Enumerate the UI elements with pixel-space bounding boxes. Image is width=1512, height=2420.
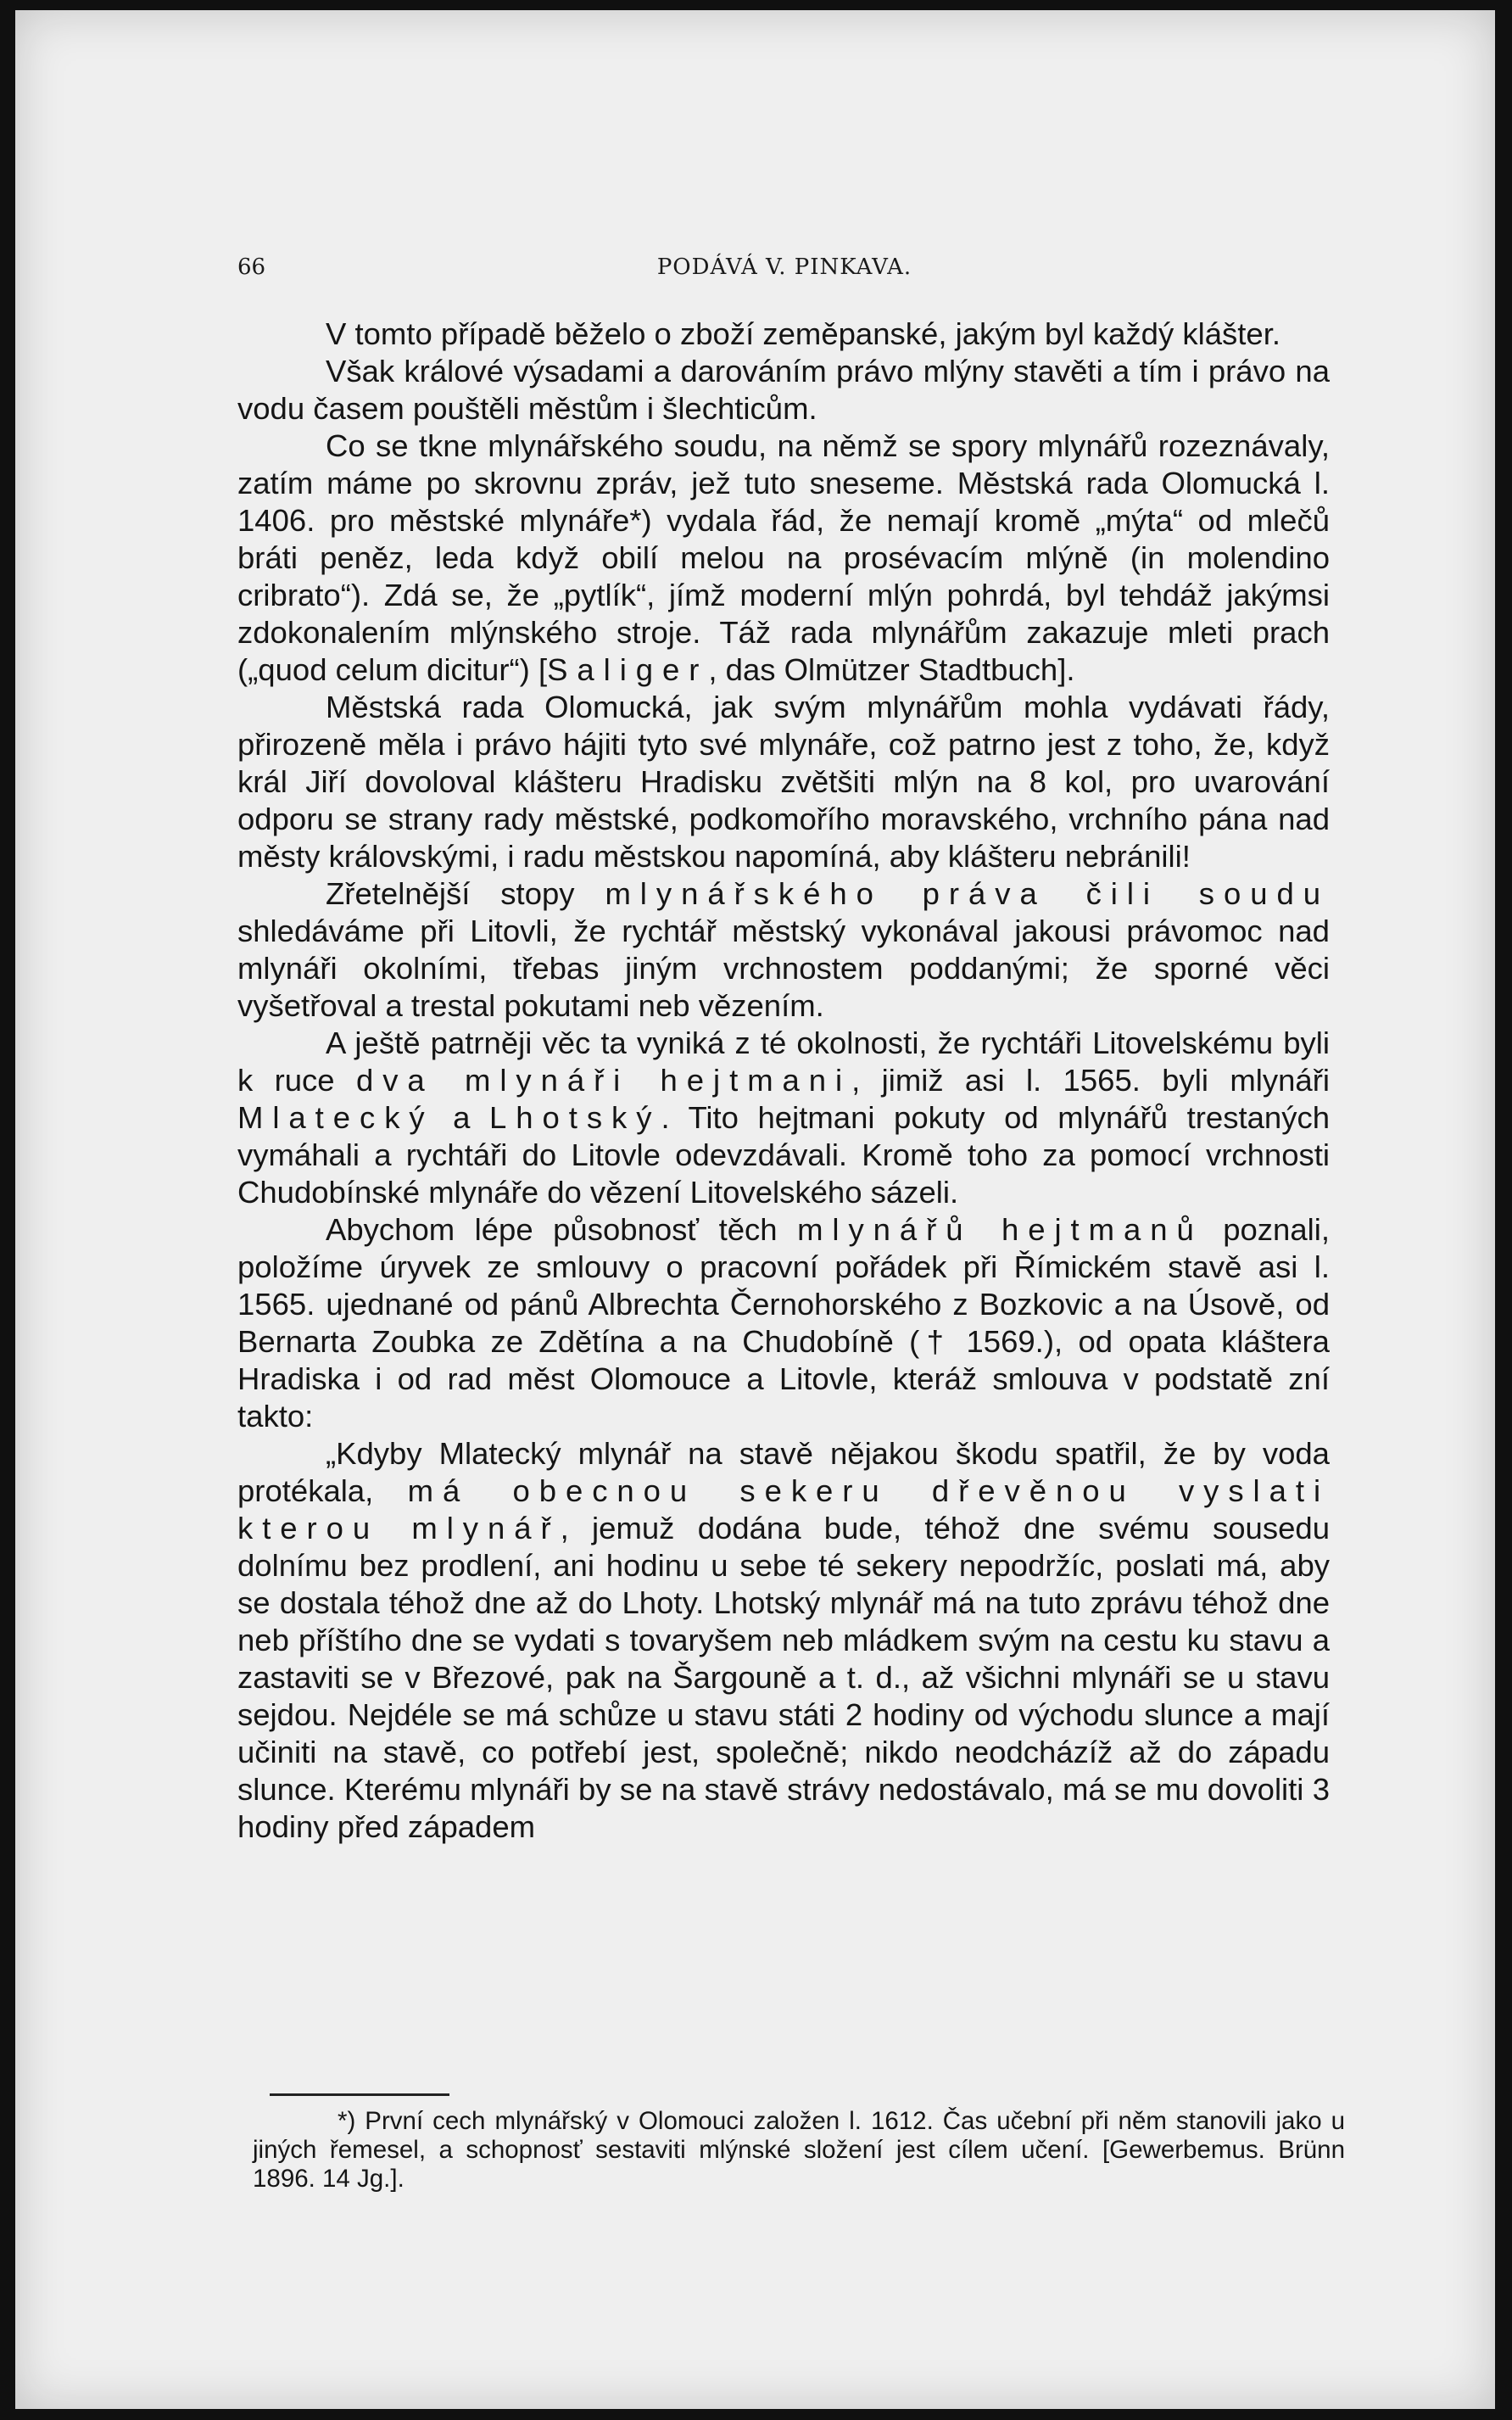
page-header bbox=[237, 249, 1331, 288]
text-run: „Kdyby Mlatecký mlynář na stavě nějakou škodu spatřil, že by voda protékala, bbox=[237, 1436, 1330, 1508]
spaced-emphasis-text: mlynářů hejtmanů bbox=[797, 1212, 1203, 1247]
paragraph bbox=[237, 316, 1330, 353]
running-head: PODÁVÁ V. PINKAVA. bbox=[656, 254, 912, 280]
paragraph bbox=[237, 875, 1330, 1025]
paragraph bbox=[237, 353, 1330, 428]
footnote bbox=[253, 2107, 1345, 2194]
text-run: Co se tkne mlynářského soudu, na němž se spory mlynářů rozeznávaly, zatím máme po skrovnu zpráv, jež tuto sneseme. Městská rada Olomucká l. 1406. pro městské mlynáře*) vydala řád, že nemají kromě „mýta“ od mlečů bráti peněz, leda když obilí melou na prosévacím mlýně (in molendino cribrato“). Zdá se, že „pytlík“, jímž moderní mlýn pohrdá, byl tehdáž jakýmsi zdokonalením mlýnského stroje. Táž rada mlynářům zakazuje mleti prach („quod celum dicitur“) [ bbox=[237, 428, 1330, 687]
paragraph bbox=[237, 428, 1330, 689]
spaced-emphasis-text: Mlatecký bbox=[237, 1100, 434, 1135]
paragraph bbox=[237, 1025, 1330, 1211]
paragraph bbox=[237, 1211, 1330, 1435]
text-run: Však králové výsadami a darováním právo mlýny stavěti a tím i právo na vodu časem pouštěli městům i šlechticům. bbox=[237, 354, 1330, 426]
body-text bbox=[237, 316, 1330, 1846]
page-number: 66 bbox=[237, 254, 266, 280]
text-run: Městská rada Olomucká, jak svým mlynářům mohla vydávati řády, přirozeně měla i právo hájiti tyto své mlynáře, což patrno jest z toho, že, když král Jiří dovoloval klášteru Hradisku zvětšiti mlýn na 8 kol, pro uvarování odporu se strany rady městské, podkomořího moravského, vrchního pána nad městy královskými, i radu městskou napomíná, aby klášteru nebránili! bbox=[237, 690, 1330, 874]
text-run: , das Olmützer Stadtbuch]. bbox=[708, 652, 1075, 687]
spaced-emphasis-text: dva mlynáři hejtmani bbox=[355, 1063, 852, 1098]
paragraph bbox=[237, 1435, 1330, 1846]
text-run: , jemuž dodána bude, téhož dne svému sousedu dolnímu bez prodlení, ani hodinu u sebe té sekery nepodržíc, poslati má, aby se dostala téhož dne až do Lhoty. Lhotský mlynář má na tuto zprávu téhož dne neb příštího dne se vydati s tovaryšem neb mládkem svým na cestu ku stavu a zastaviti se v Březové, pak na Šargouně a t. d., až všichni mlynáři se u stavu sejdou. Nejdéle se má schůze u stavu státi 2 hodiny od východu slunce a mají učiniti na stavě, co potřebí jest, společně; nikdo neodcházíž až do západu slunce. Kterému mlynáři by se na stavě strávy nedostávalo, má se mu dovoliti 3 hodiny před západem bbox=[237, 1511, 1330, 1844]
text-run: , jimiž asi l. 1565. byli mlynáři bbox=[851, 1063, 1330, 1098]
paragraph bbox=[237, 689, 1330, 875]
text-run: V tomto případě běželo o zboží zeměpanské, jakým byl každý klášter. bbox=[326, 316, 1280, 351]
text-run: A ještě patrněji věc ta vyniká z té okolnosti, že rychtáři Litovelskému byli k ruce bbox=[237, 1026, 1330, 1098]
text-run: Zřetelnější stopy bbox=[326, 876, 605, 911]
text-run: . Tito hejtmani pokuty od mlynářů trestaných vymáhali a rychtáři do Litovle odevzdávali. Kromě toho za pomocí vrchnosti Chudobínské mlynáře do vězení Litovelského sázeli. bbox=[237, 1100, 1330, 1210]
text-run: poznali, položíme úryvek ze smlouvy o pracovní pořádek při Římickém stavě asi l. 1565. ujednané od pánů Albrechta Černohorského z Bozkovic a na Úsově, od Bernarta Zoubka ze Zdětína a na Chudobíně († 1569.), od opata kláštera Hradiska i od rad měst Olomouce a Litovle, kteráž smlouva v podstatě zní takto: bbox=[237, 1212, 1331, 1434]
spaced-emphasis-text: mlynářského práva čili soudu bbox=[605, 876, 1330, 911]
footnote-divider bbox=[270, 2093, 449, 2096]
text-run: Abychom lépe působnosť těch bbox=[326, 1212, 798, 1247]
text-run: shledáváme při Litovli, že rychtář městský vykonával jakousi právomoc nad mlynáři okolními, třebas jiným vrchnostem poddanými; že sporné věci vyšetřoval a trestal pokutami neb vězením. bbox=[237, 914, 1330, 1023]
spaced-emphasis-text: Saliger bbox=[547, 652, 709, 687]
footnote-text: *) První cech mlynářský v Olomouci založen l. 1612. Čas učební při něm stanovili jako u jiných řemesel, a schopnosť sestaviti mlýnské složení jest cílem učení. [Gewerbemus. Brünn 1896. 14 Jg.]. bbox=[253, 2107, 1345, 2193]
spaced-emphasis-text: má obecnou sekeru dřevěnou vyslati kterou mlynář bbox=[237, 1473, 1330, 1545]
book-page bbox=[15, 10, 1495, 2409]
text-run: a bbox=[433, 1100, 489, 1135]
spaced-emphasis-text: Lhotský bbox=[489, 1100, 661, 1135]
